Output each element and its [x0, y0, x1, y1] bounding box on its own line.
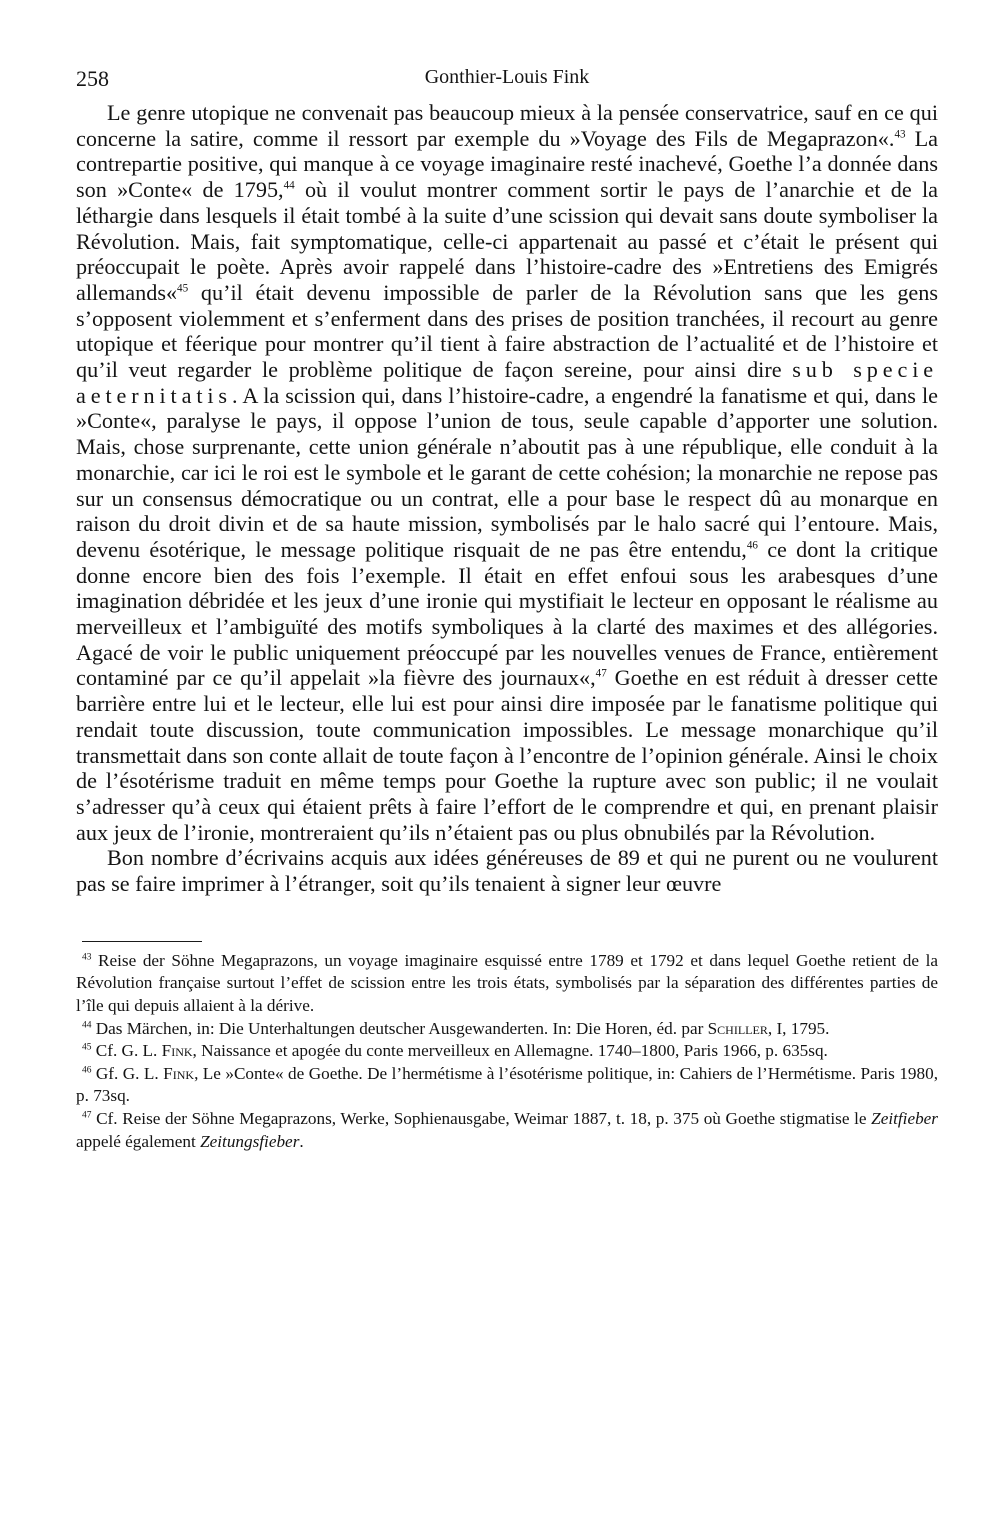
footnote-44 — [76, 1018, 938, 1041]
author-name-smallcaps: Schiller — [707, 1018, 768, 1038]
footnote-ref-46: 46 — [746, 539, 758, 552]
footnote-text: Gf. G. L. — [91, 1063, 164, 1083]
text-segment: qu’il était devenu impossible de parler de la Révolution sans que les gens s’opposent violemment et s’enferment dans des prises de position tranchées, il recourt au genre utopique et féerique pour montrer qu’il tient à faire abstraction de l’actualité et de l’histoire et qu’il veut regarder le problème politique de façon sereine, pour ainsi dire — [76, 279, 938, 383]
footnote-text: , Naissance et apogée du conte merveilleux en Allemagne. 1740–1800, Paris 1966, p. 635sq. — [192, 1041, 828, 1061]
footnote-mark: 44 — [82, 1019, 92, 1030]
footnote-46 — [76, 1063, 938, 1108]
paragraph-2: Bon nombre d’écrivains acquis aux idées généreuses de 89 et qui ne purent ou ne voulurent pas se faire imprimer à l’étranger, soit qu’ils tenaient à signer leur œuvre — [76, 845, 938, 897]
footnote-mark: 45 — [82, 1042, 92, 1053]
paragraph-1 — [76, 100, 938, 845]
text-segment: où il voulut montrer comment sortir le pays de l’anarchie et de la léthargie dans lesquels il était tombé à la suite d’une scission qui devait sans doute symboliser la Révolution. Mais, fait symptomatique, celle-ci appartenait au passé et c’était le présent qui préoccupait le poète. Après avoir rappelé dans l’histoire-cadre des »Entretiens des Emigrés allemands« — [76, 177, 938, 305]
footnote-45 — [76, 1040, 938, 1063]
italic-term: Zeitungsfieber — [200, 1131, 300, 1151]
footnote-separator — [82, 941, 202, 942]
main-text — [76, 100, 938, 897]
letterspaced-phrase: sub specie aeternitatis — [76, 357, 938, 408]
text-segment: La contrepartie positive, qui manque à ce voyage imaginaire resté inachevé, Goethe l’a donnée dans son »Conte« de 1795, — [76, 125, 939, 203]
author-name-smallcaps: Fink — [161, 1041, 193, 1061]
page-number: 258 — [76, 66, 109, 91]
running-head-author: Gonthier-Louis Fink — [424, 66, 590, 88]
footnote-47 — [76, 1108, 938, 1153]
footnote-text: appelé également — [76, 1131, 201, 1151]
footnote-text: , I, 1795. — [767, 1018, 830, 1038]
italic-term: Zeitfieber — [871, 1108, 938, 1128]
footnote-text: Cf. Reise der Söhne Megaprazons, Werke, Sophienausgabe, Weimar 1887, t. 18, p. 375 où Goethe stigmatise le — [91, 1108, 872, 1128]
footnote-text: . — [299, 1131, 304, 1151]
footnote-text: Das Märchen, in: Die Unterhaltungen deutscher Ausgewanderten. In: Die Horen, éd. par — [91, 1018, 708, 1038]
footnote-text: Reise der Söhne Megaprazons, un voyage imaginaire esquissé entre 1789 et 1792 et dans lequel Goethe retient de la Révolution française surtout l’effet de scission entre les trois états, symbolisés par la séparation des différentes parties de l’île qui depuis allaient à la dérive. — [76, 950, 938, 1015]
footnotes — [76, 950, 938, 1153]
footnote-ref-45: 45 — [177, 282, 189, 295]
text-segment: ce dont la critique donne encore bien des fois l’exemple. Il était en effet enfoui sous les arabesques d’une imagination débridée et les jeux d’une ironie qui mystifiait le lecteur en opposant le réalisme au merveilleux et l’ambiguïté des motifs symboliques à la clarté des maximes et des allégories. Agacé de voir le public uniquement préoccupé par les nouvelles venues de France, entièrement contaminé par ce qu’il appelait »la fièvre des journaux«, — [76, 536, 938, 691]
book-page — [76, 60, 938, 1153]
text-segment: Goethe en est réduit à dresser cette barrière entre lui et le lecteur, elle lui est pour ainsi dire imposée par le fanatisme politique qui rendait toute discussion, toute communication impossibles. Le message monarchique qu’il transmettait dans son conte allait de toute façon à l’encontre de l’opinion générale. Ainsi le choix de l’ésotérisme traduit en même temps pour Goethe la rupture avec son public; il ne voulait s’adresser qu’à ceux qui étaient prêts à faire l’effort de le comprendre et qui, en prenant plaisir aux jeux de l’ironie, montreraient qu’ils n’étaient pas ou plus obnubilés par la Révolution. — [76, 665, 939, 845]
footnote-ref-47: 47 — [595, 668, 607, 681]
footnote-text: , Le »Conte« de Goethe. De l’hermétisme à l’ésotérisme politique, in: Cahiers de l’Hermétisme. Paris 1980, p. 73sq. — [76, 1063, 938, 1106]
footnote-ref-43: 43 — [894, 128, 906, 141]
text-segment: Le genre utopique ne convenait pas beaucoup mieux à la pensée conservatrice, sauf en ce qui concerne la satire, comme il ressort par exemple du »Voyage des Fils de Megaprazon«. — [76, 100, 938, 151]
footnote-mark: 47 — [82, 1110, 92, 1121]
footnote-text: Cf. G. L. — [91, 1041, 162, 1061]
footnote-mark: 46 — [82, 1065, 92, 1076]
footnote-mark: 43 — [82, 952, 92, 963]
footnote-ref-44: 44 — [283, 179, 295, 192]
text-segment: . A la scission qui, dans l’histoire-cadre, a engendré la fanatisme et qui, dans le »Conte«, paralyse le pays, il oppose l’union de tous, seule capable d’apporter une solution. Mais, chose surprenante, cette union générale n’aboutit pas à une république, elle conduit à la monarchie, car ici le roi est le symbole et le garant de cette cohésion; la monarchie ne repose pas sur un consensus démocratique ou un contrat, elle a pour base le respect dû au monarque en raison du droit divin et de sa haute mission, symbolisés par le halo sacré qui l’entoure. Mais, devenu ésotérique, le message politique risquait de ne pas être entendu, — [76, 382, 938, 562]
footnote-43 — [76, 950, 938, 1018]
author-name-smallcaps: Fink — [163, 1063, 195, 1083]
running-head — [76, 60, 938, 100]
